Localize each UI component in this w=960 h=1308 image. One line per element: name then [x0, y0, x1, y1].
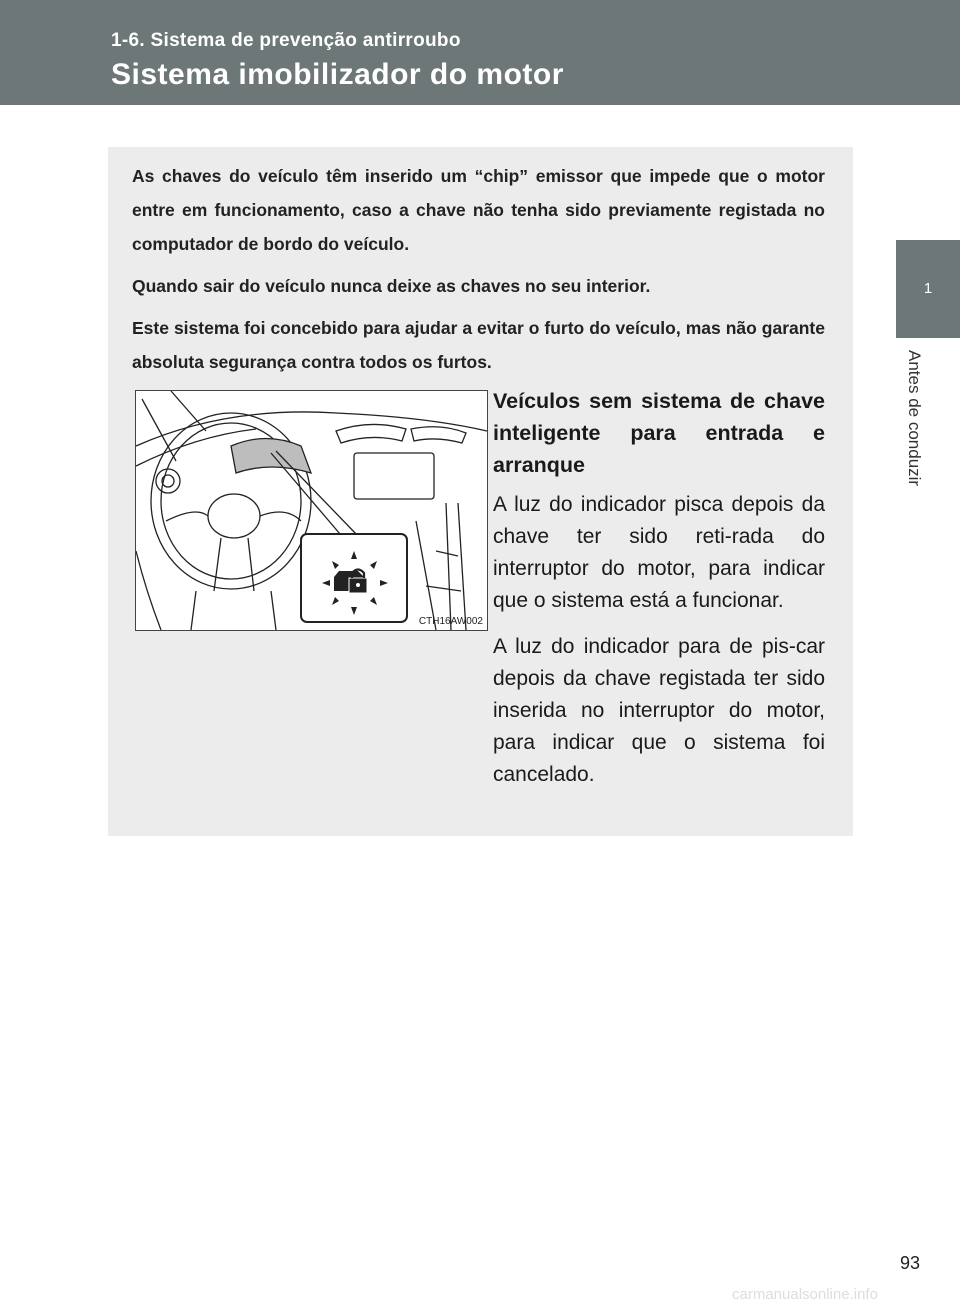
intro-paragraph: Quando sair do veículo nunca deixe as chaves no seu interior.: [132, 276, 651, 296]
watermark-text: carmanualsonline.info: [732, 1286, 878, 1303]
content-box: [108, 147, 853, 836]
intro-paragraph: As chaves do veículo têm inserido um “chip” emissor que impede que o motor entre em funcionamento, caso a chave não tenha sido previamente registada no computador de bordo do veículo.: [132, 166, 825, 254]
intro-paragraph: Este sistema foi concebido para ajudar a evitar o furto do veículo, mas não garante absoluta segurança contra todos os furtos.: [132, 318, 825, 372]
intro-text: [132, 159, 825, 387]
figure-code: CTH16AW002: [418, 616, 483, 627]
dashboard-illustration: [135, 390, 488, 631]
section-body: [493, 385, 825, 805]
dashboard-drawing: [136, 391, 487, 630]
chapter-label-text: Antes de conduzir: [905, 350, 924, 487]
watermark: [0, 1286, 960, 1308]
section-paragraph: A luz do indicador pisca depois da chave ter sido reti-rada do interruptor do motor, para indicar que o sistema está a funcionar.: [493, 493, 825, 612]
section-subtitle: 1-6. Sistema de prevenção antirroubo: [111, 30, 461, 51]
section-heading: Veículos sem sistema de chave inteligente para entrada e arranque: [493, 389, 825, 477]
chapter-label: [902, 350, 932, 520]
page-number: 93: [899, 1253, 920, 1273]
page-title: Sistema imobilizador do motor: [111, 58, 564, 91]
chapter-tab: 1: [896, 240, 960, 338]
page-header: [0, 0, 960, 105]
section-paragraph: A luz do indicador para de pis-car depois da chave registada ter sido inserida no interruptor do motor, para indicar que o sistema foi cancelado.: [493, 635, 825, 786]
